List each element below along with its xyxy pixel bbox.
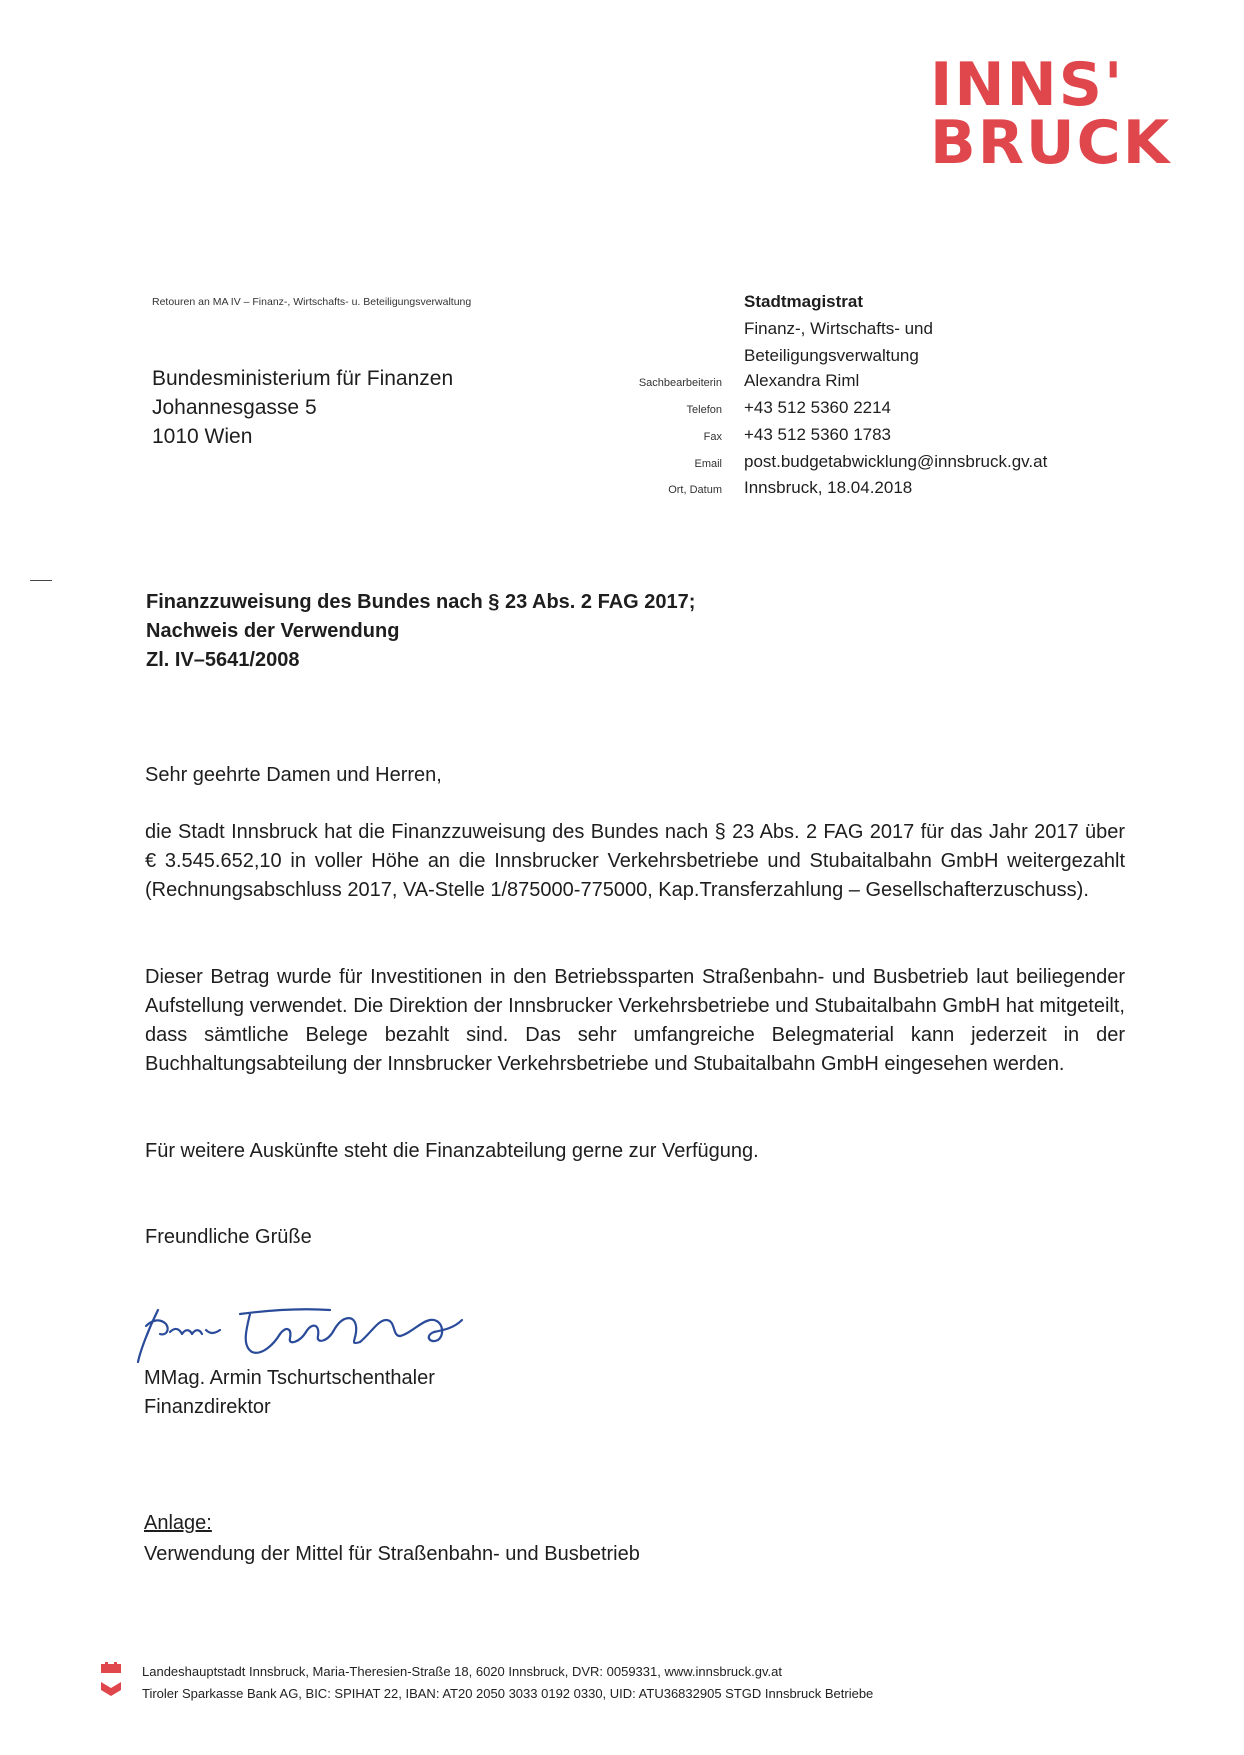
paragraph-1: die Stadt Innsbruck hat die Finanzzuweisung des Bundes nach § 23 Abs. 2 FAG 2017 für das Jahr 2017 über € 3.545.652,10 in voller Höhe an die Innsbrucker Verkehrsbetriebe und Stubaitalbahn GmbH weitergezahlt (Rechnungsabschluss 2017, VA-Stelle 1/875000-775000, Kap.Transferzahlung – Gesellschafterzuschuss). xyxy=(145,821,1125,901)
subject xyxy=(146,588,695,675)
subject-line-1: Finanzzuweisung des Bundes nach § 23 Abs. 2 FAG 2017; xyxy=(146,591,696,613)
meta-row-place-date xyxy=(600,476,1200,502)
meta-label: Sachbearbeiterin xyxy=(638,377,722,389)
meta-value: post.budgetabwicklung@innsbruck.gv.at xyxy=(744,452,1048,471)
meta-row-clerk xyxy=(600,369,1200,395)
fold-mark xyxy=(30,580,52,581)
recipient-line-2: Johannesgasse 5 xyxy=(152,396,317,419)
meta-row-email xyxy=(600,450,1200,476)
salutation: Sehr geehrte Damen und Herren, xyxy=(145,764,442,786)
attachment-title: Anlage: xyxy=(144,1512,212,1534)
recipient-address xyxy=(152,364,453,451)
sender-dept-line-2: Beteiligungsverwaltung xyxy=(744,346,919,365)
meta-value: Alexandra Riml xyxy=(744,371,860,390)
footer-line-1: Landeshauptstadt Innsbruck, Maria-Theresien-Straße 18, 6020 Innsbruck, DVR: 0059331, www.innsbruck.gv.at xyxy=(142,1664,782,1679)
handwritten-signature xyxy=(130,1290,490,1370)
closing: Freundliche Grüße xyxy=(145,1226,312,1248)
signer-block xyxy=(144,1364,435,1422)
signer-name: MMag. Armin Tschurtschenthaler xyxy=(144,1367,435,1389)
innsbruck-logo xyxy=(930,50,1180,178)
meta-label: Email xyxy=(694,458,722,470)
subject-line-2: Nachweis der Verwendung xyxy=(146,620,400,642)
meta-row-phone xyxy=(600,396,1200,422)
meta-value: +43 512 5360 1783 xyxy=(744,425,892,444)
meta-label: Telefon xyxy=(686,404,722,416)
sender-dept-line-1: Finanz-, Wirtschafts- und xyxy=(744,319,933,338)
attachment-text: Verwendung der Mittel für Straßenbahn- und Busbetrieb xyxy=(144,1543,640,1565)
meta-label: Ort, Datum xyxy=(668,484,722,496)
footer xyxy=(142,1661,873,1705)
recipient-line-3: 1010 Wien xyxy=(152,425,253,448)
paragraph-3: Für weitere Auskünfte steht die Finanzabteilung gerne zur Verfügung. xyxy=(145,1140,759,1162)
return-address-line: Retouren an MA IV – Finanz-, Wirtschafts- u. Beteiligungsverwaltung xyxy=(152,296,472,308)
meta-value: +43 512 5360 2214 xyxy=(744,398,892,417)
sender-org: Stadtmagistrat xyxy=(744,292,864,311)
signer-title: Finanzdirektor xyxy=(144,1396,271,1418)
city-crest-icon xyxy=(100,1660,122,1698)
logo-line-2: BRUCK xyxy=(930,108,1172,178)
footer-line-2: Tiroler Sparkasse Bank AG, BIC: SPIHAT 22, IBAN: AT20 2050 3033 0192 0330, UID: ATU36832905 STGD Innsbruck Betriebe xyxy=(142,1686,874,1701)
recipient-line-1: Bundesministerium für Finanzen xyxy=(152,367,454,390)
meta-label: Fax xyxy=(703,431,722,443)
subject-line-3: Zl. IV–5641/2008 xyxy=(146,649,300,671)
logo-line-1: INNS' xyxy=(930,50,1125,120)
paragraph-2: Dieser Betrag wurde für Investitionen in den Betriebssparten Straßenbahn- und Busbetrieb laut beiliegender Aufstellung verwendet. Die Direktion der Innsbrucker Verkehrsbetriebe und Stubaitalbahn GmbH hat mitgeteilt, dass sämtliche Belege bezahlt sind. Das sehr umfangreiche Belegmaterial kann jederzeit in der Buchhaltungsabteilung der Innsbrucker Verkehrsbetriebe und Stubaitalbahn GmbH eingesehen werden. xyxy=(145,966,1125,1075)
meta-row-fax xyxy=(600,423,1200,449)
meta-value: Innsbruck, 18.04.2018 xyxy=(744,478,913,497)
sender-header xyxy=(744,288,933,369)
